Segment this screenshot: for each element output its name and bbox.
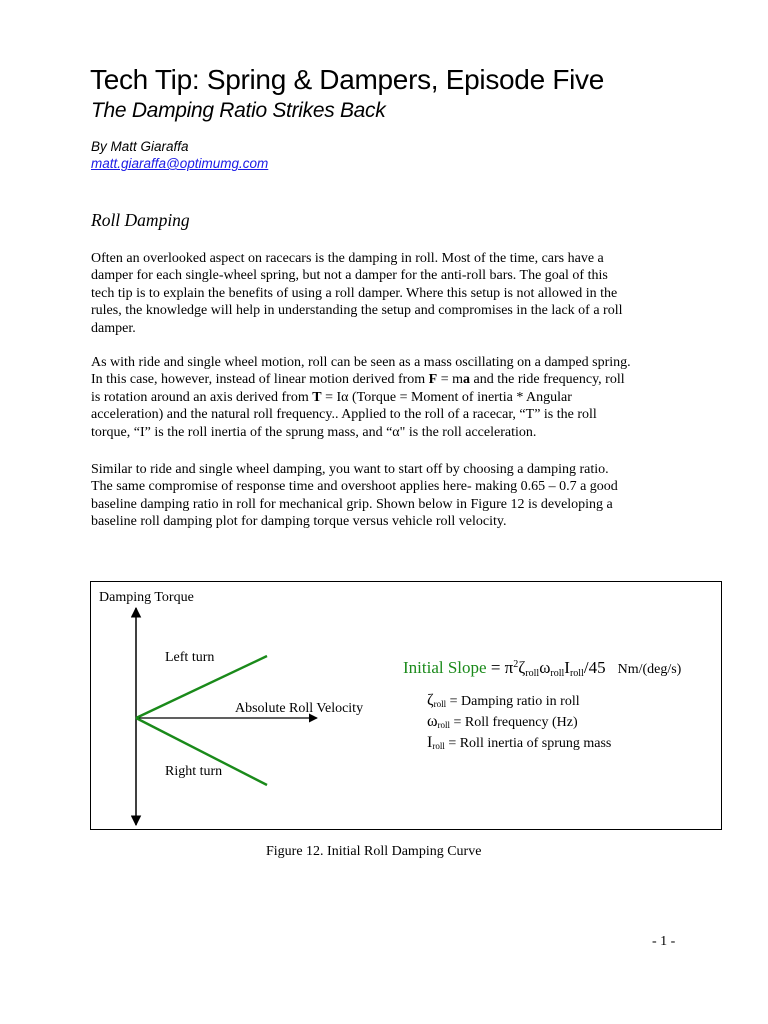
paragraph-line: The same compromise of response time and overshoot applies here- making 0.65 – 0.7 a good bbox=[91, 479, 618, 495]
author-email-link[interactable]: matt.giaraffa@optimumg.com bbox=[91, 156, 269, 171]
paragraph-line: acceleration) and the natural roll frequency.. Applied to the roll of a racecar, “T” is the roll bbox=[91, 407, 597, 423]
formula-subscript: roll bbox=[525, 668, 540, 679]
paragraph-line: rules, the knowledge will help in understanding the setup and compromises in the lack of a roll bbox=[91, 303, 623, 319]
paragraph-line: baseline roll damping plot for damping torque versus vehicle roll velocity. bbox=[91, 514, 507, 530]
left-turn-label: Left turn bbox=[165, 650, 215, 665]
formula-subscript: roll bbox=[550, 668, 565, 679]
paragraph-line: Similar to ride and single wheel damping, you want to start off by choosing a damping ratio. bbox=[91, 462, 609, 477]
paragraph-line: As with ride and single wheel motion, roll can be seen as a mass oscillating on a damped spring. bbox=[91, 355, 631, 370]
x-axis-label: Absolute Roll Velocity bbox=[235, 701, 364, 716]
text-run: = Iα (Torque = Moment of inertia * Angular bbox=[321, 389, 572, 405]
text-run: and the ride frequency, roll bbox=[470, 372, 625, 388]
legend-roll-frequency bbox=[427, 713, 578, 734]
formula-omega: ω bbox=[539, 658, 551, 677]
legend-subscript: roll bbox=[433, 699, 447, 709]
paragraph-intro bbox=[91, 250, 691, 337]
text-run: is rotation around an axis derived from bbox=[91, 389, 313, 405]
inertia-symbol: I bbox=[427, 734, 433, 751]
omega-symbol: ω bbox=[427, 713, 438, 730]
acceleration-symbol: a bbox=[463, 372, 471, 388]
formula-divisor: /45 bbox=[583, 658, 606, 677]
torque-symbol: T bbox=[312, 389, 322, 405]
legend-subscript: roll bbox=[432, 741, 445, 751]
section-heading: Roll Damping bbox=[91, 210, 190, 230]
legend-text: = Roll inertia of sprung mass bbox=[444, 736, 612, 751]
legend-text: = Damping ratio in roll bbox=[446, 694, 580, 709]
right-turn-label: Right turn bbox=[165, 764, 223, 779]
paragraph-line: torque, “I” is the roll inertia of the sprung mass, and “α" is the roll acceleration. bbox=[91, 424, 537, 440]
formula-subscript: roll bbox=[569, 668, 584, 679]
roll-damping-figure bbox=[90, 581, 722, 830]
initial-slope-formula bbox=[403, 654, 681, 685]
formula-pi-exponent: 2 bbox=[513, 659, 519, 670]
paragraph-line: damper for each single-wheel spring, but not a damper for the anti-roll bars. The goal of this bbox=[91, 268, 608, 284]
zeta-symbol: ζ bbox=[427, 692, 434, 709]
page-number: - 1 - bbox=[652, 934, 676, 949]
formula-inertia: I bbox=[564, 658, 570, 677]
author-byline: By Matt Giaraffa bbox=[91, 139, 189, 154]
document-title: Tech Tip: Spring & Dampers, Episode Five bbox=[90, 64, 605, 95]
formula-zeta: ζ bbox=[518, 658, 526, 677]
legend-damping-ratio bbox=[427, 692, 580, 713]
paragraph-line: tech tip is to explain the benefits of using a roll damper. Where this setup is not allowed in the bbox=[91, 285, 618, 301]
figure-diagram bbox=[91, 582, 721, 829]
legend-roll-inertia bbox=[427, 734, 611, 755]
formula-equals-pi: = π bbox=[486, 658, 514, 677]
paragraph-roll-physics bbox=[91, 354, 691, 441]
y-axis-label: Damping Torque bbox=[99, 590, 194, 605]
formula-units: Nm/(deg/s) bbox=[617, 662, 682, 677]
paragraph-line: baseline damping ratio in roll for mechanical grip. Shown below in Figure 12 is developing a bbox=[91, 496, 613, 512]
document-subtitle: The Damping Ratio Strikes Back bbox=[91, 99, 386, 122]
paragraph-line bbox=[91, 371, 691, 388]
text-run: In this case, however, instead of linear motion derived from bbox=[91, 372, 429, 388]
paragraph-line bbox=[91, 389, 691, 406]
paragraph-damping-ratio bbox=[91, 461, 691, 531]
legend-subscript: roll bbox=[437, 720, 451, 730]
formula-lhs: Initial Slope bbox=[403, 658, 487, 677]
text-run: = m bbox=[437, 372, 464, 388]
force-symbol: F bbox=[428, 372, 438, 388]
legend-text: = Roll frequency (Hz) bbox=[450, 715, 578, 730]
figure-caption: Figure 12. Initial Roll Damping Curve bbox=[266, 844, 482, 859]
paragraph-line: damper. bbox=[91, 320, 136, 336]
paragraph-line: Often an overlooked aspect on racecars is the damping in roll. Most of the time, cars have a bbox=[91, 251, 604, 266]
